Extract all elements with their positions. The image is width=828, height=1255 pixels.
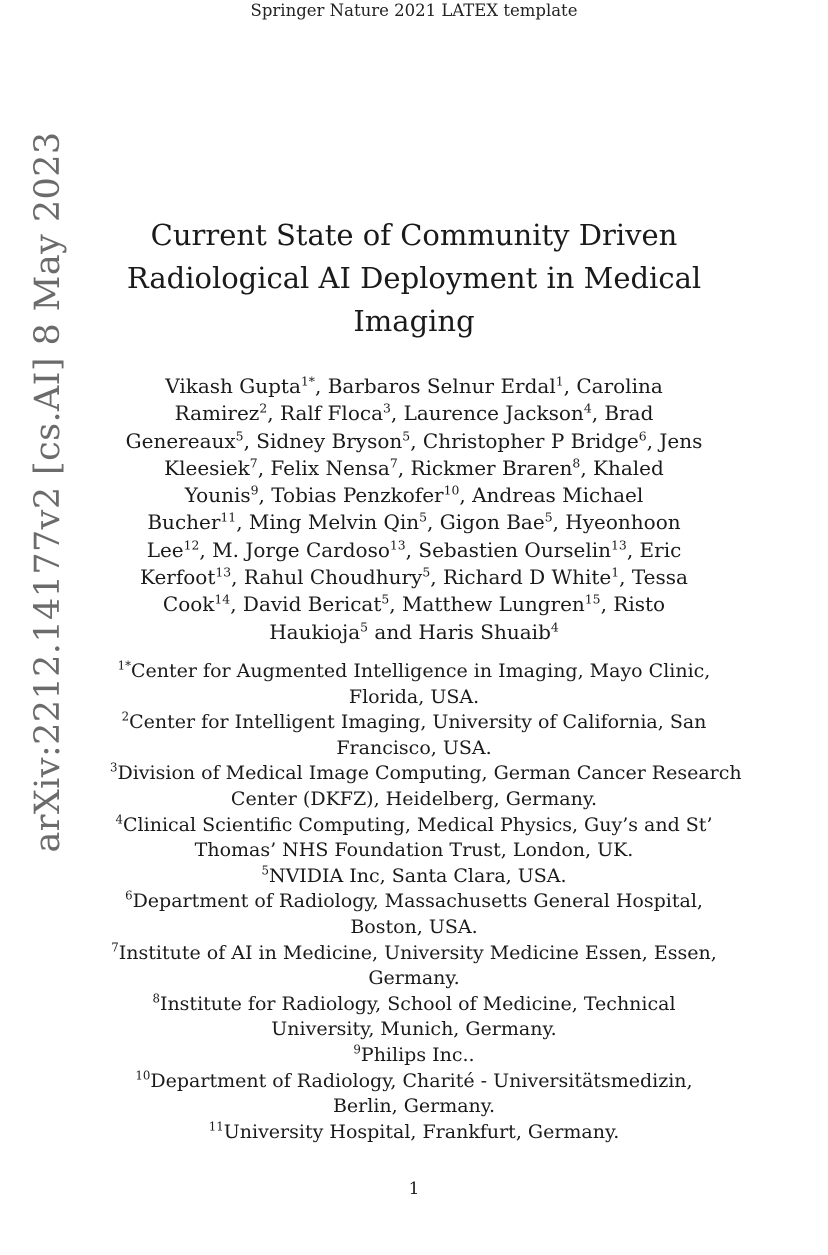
affiliation-line (110, 787, 718, 813)
affiliation-marker: 1 (611, 564, 620, 580)
affiliation-text: Department of Radiology, Massachusetts General Hospital, (132, 890, 703, 913)
affiliation-text: Thomas’ NHS Foundation Trust, London, UK. (194, 839, 634, 862)
affiliation-line (110, 992, 718, 1018)
affiliation-number: 5 (261, 863, 269, 878)
affiliation-line (110, 710, 718, 736)
affiliation-number: 8 (152, 991, 160, 1006)
affiliation-text: University, Munich, Germany. (271, 1018, 557, 1041)
title-line: Imaging (353, 304, 475, 338)
affiliation-marker: 1* (300, 373, 315, 389)
author-line (120, 373, 708, 400)
author-name: , Tessa (619, 565, 688, 590)
author-line (120, 509, 708, 536)
author-line (120, 428, 708, 455)
affiliation-text: Berlin, Germany. (332, 1095, 496, 1118)
affiliation-line (110, 1094, 718, 1120)
author-line (120, 400, 708, 427)
page-number: 1 (408, 1179, 420, 1199)
author-line (120, 537, 708, 564)
affiliation-number: 7 (111, 940, 119, 955)
affiliation-marker: 13 (215, 564, 232, 580)
affiliation-marker: 12 (183, 537, 200, 553)
affiliation-text: University Hospital, Frankfurt, Germany. (223, 1120, 620, 1143)
affiliation-line (110, 1120, 718, 1146)
author-name: Haukioja (269, 619, 361, 644)
affiliation-marker: 7 (389, 455, 398, 471)
author-name: and Haris Shuaib (368, 619, 551, 644)
affiliation-text: NVIDIA Inc, Santa Clara, USA. (268, 864, 567, 887)
author-name: Bucher (147, 510, 221, 535)
affiliation-line (110, 864, 718, 890)
affiliation-line (110, 966, 718, 992)
author-name: Kerfoot (140, 565, 216, 590)
author-name: Cook (162, 592, 215, 617)
affiliation-marker: 1 (555, 373, 564, 389)
author-line (120, 591, 708, 618)
affiliation-marker: 13 (389, 537, 406, 553)
affiliation-number: 9 (353, 1042, 361, 1057)
affiliation-number: 2 (121, 709, 130, 724)
affiliation-marker: 13 (611, 537, 627, 553)
paper-title (120, 214, 708, 343)
author-name: , Rahul Choudhury (231, 565, 423, 590)
affiliation-line (110, 813, 718, 839)
author-name: , Felix Nensa (257, 455, 390, 480)
affiliation-line (110, 736, 718, 762)
affiliation-marker: 5 (544, 509, 553, 525)
author-name: , Hyeonhoon (552, 510, 681, 535)
affiliation-text: Center (DKFZ), Heidelberg, Germany. (230, 787, 598, 810)
author-name: , Richard D White (430, 565, 612, 590)
affiliation-marker: 5 (402, 427, 411, 443)
author-name: , Khaled (580, 455, 664, 480)
affiliation-number: 6 (125, 889, 133, 904)
affiliation-text: Philips Inc.. (360, 1043, 475, 1066)
author-name: , David Bericat (230, 592, 382, 617)
affiliation-text: Germany. (368, 967, 460, 990)
title-line: Radiological AI Deployment in Medical (126, 261, 702, 295)
author-name: , Matthew Lungren (389, 592, 585, 617)
affiliation-marker: 5 (422, 564, 431, 580)
affiliation-text: Francisco, USA. (336, 736, 492, 759)
affiliation-text: Institute for Radiology, School of Medicine, Technical (159, 992, 676, 1015)
affiliation-number: 10 (135, 1068, 151, 1083)
author-name: , Sebastien Ourselin (405, 537, 612, 562)
affiliation-text: Clinical Scientific Computing, Medical Physics, Guy’s and St’ (123, 813, 713, 836)
affiliation-marker: 5 (419, 509, 428, 525)
affiliation-text: Department of Radiology, Charité - Universitätsmedizin, (150, 1069, 693, 1092)
affiliation-marker: 2 (259, 400, 268, 416)
affiliation-text: Florida, USA. (348, 685, 480, 708)
affiliation-marker: 7 (249, 455, 258, 471)
author-name: , Laurence Jackson (390, 401, 584, 426)
affiliation-line (110, 761, 742, 787)
affiliation-marker: 8 (572, 455, 581, 471)
author-line (120, 619, 708, 646)
author-name: , Sidney Bryson (243, 428, 403, 453)
author-name: , Jens (646, 428, 703, 453)
author-name: , Risto (600, 592, 666, 617)
author-line (120, 482, 708, 509)
title-line: Current State of Community Driven (150, 218, 678, 252)
affiliation-number: 1* (117, 658, 132, 673)
author-line (120, 455, 708, 482)
affiliation-number: 3 (110, 761, 118, 776)
running-head: Springer Nature 2021 LATEX template (250, 1, 578, 20)
affiliation-line (110, 838, 718, 864)
affiliation-marker: 4 (550, 618, 559, 634)
author-name: , Brad (591, 401, 654, 426)
affiliation-line (110, 889, 718, 915)
author-name: Kleesiek (164, 455, 250, 480)
affiliation-line (110, 941, 718, 967)
affiliation-marker: 5 (235, 427, 244, 443)
affiliation-marker: 6 (638, 427, 647, 443)
affiliation-marker: 5 (381, 591, 390, 607)
affiliation-line (110, 1069, 718, 1095)
affiliation-marker: 4 (583, 400, 592, 416)
author-name: Genereaux (125, 428, 236, 453)
affiliation-marker: 15 (584, 591, 601, 607)
author-name: , Gigon Bae (427, 510, 545, 535)
affiliation-list (110, 658, 742, 1145)
author-name: , Carolina (563, 374, 663, 398)
affiliation-number: 4 (115, 812, 124, 827)
affiliation-marker: 11 (220, 509, 237, 525)
author-name: , Tobias Penzkofer (258, 483, 444, 508)
affiliation-marker: 9 (250, 482, 259, 498)
affiliation-number: 11 (208, 1119, 224, 1134)
author-list (120, 373, 708, 646)
author-name: Vikash Gupta (165, 374, 301, 398)
affiliation-text: Boston, USA. (350, 915, 478, 938)
author-name: , Ralf Floca (267, 401, 383, 426)
author-name: , Andreas Michael (459, 483, 644, 508)
author-name: Younis (184, 483, 251, 508)
arxiv-identifier: arXiv:2212.14177v2 [cs.AI] 8 May 2023 (28, 131, 68, 853)
affiliation-text: Center for Intelligent Imaging, University of California, San (129, 711, 707, 734)
author-name: , Rickmer Braren (397, 455, 573, 480)
affiliation-line (110, 659, 718, 685)
affiliation-marker: 14 (214, 591, 231, 607)
author-name: , M. Jorge Cardoso (199, 537, 390, 562)
affiliation-line (110, 685, 718, 711)
author-name: Ramirez (174, 401, 260, 426)
affiliation-text: Center for Augmented Intelligence in Imaging, Mayo Clinic, (131, 660, 711, 682)
author-name: , Ming Melvin Qin (236, 510, 420, 535)
affiliation-text: Institute of AI in Medicine, University Medicine Essen, Essen, (118, 941, 717, 964)
affiliation-line (110, 1017, 718, 1043)
author-name: , Christopher P Bridge (410, 428, 639, 453)
affiliation-marker: 3 (383, 400, 391, 416)
author-line (120, 564, 708, 591)
affiliation-line (110, 915, 718, 941)
author-name: Lee (146, 537, 184, 562)
affiliation-marker: 10 (443, 482, 460, 498)
affiliation-marker: 5 (360, 618, 369, 634)
author-name: , Barbaros Selnur Erdal (314, 374, 556, 398)
affiliation-line (110, 1043, 718, 1069)
author-name: , Eric (626, 537, 682, 562)
affiliation-text: Division of Medical Image Computing, German Cancer Research (117, 762, 742, 785)
